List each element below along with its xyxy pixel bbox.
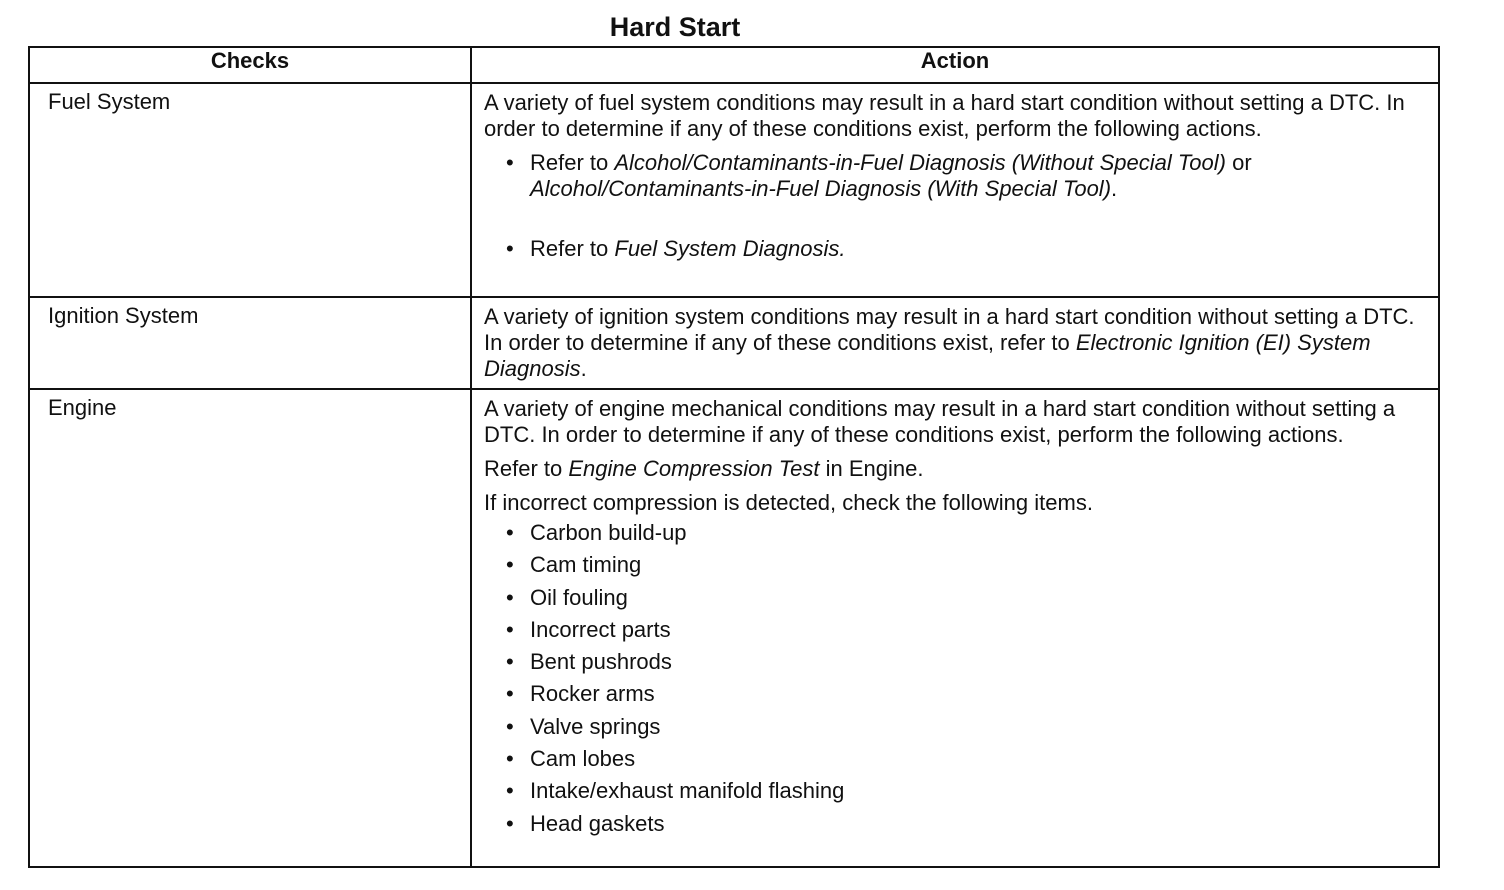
check-cell	[29, 389, 471, 867]
list-item: • Cam lobes	[506, 746, 636, 772]
table-row-engine	[29, 389, 1439, 867]
list-item: • Oil fouling	[506, 584, 628, 610]
bullet-icon: •	[506, 810, 514, 836]
list-item: • Incorrect parts	[506, 616, 671, 642]
check-label-ignition-system: Ignition System	[48, 303, 199, 328]
bullet-icon: •	[506, 713, 514, 739]
bullet-icon: •	[506, 649, 514, 675]
bullet-icon: •	[506, 520, 514, 545]
ignition-text: A variety of ignition system conditions may result in a hard start condition without setting a DTC. In order to determine if any of these conditions exist, refer to Electronic Ignition (EI) System Diagnosis.	[484, 304, 1415, 381]
bullet-icon: •	[506, 552, 514, 578]
engine-check-text: If incorrect compression is detected, check the following items.	[484, 490, 1093, 515]
fuel-intro-text: A variety of fuel system conditions may result in a hard start condition without setting a DTC. In order to determine if any of these conditions exist, perform the following actions.	[484, 90, 1405, 141]
list-item: • Valve springs	[506, 713, 661, 739]
list-item: • Intake/exhaust manifold flashing	[506, 778, 845, 804]
action-cell	[471, 83, 1439, 297]
reference-link[interactable]: Electronic Ignition (EI) System Diagnosis	[484, 330, 1371, 381]
list-item: • Head gaskets	[506, 810, 665, 836]
check-cell	[29, 297, 471, 389]
checks-header: Checks	[29, 47, 471, 83]
action-header: Action	[471, 47, 1439, 83]
bullet-icon: •	[506, 584, 514, 610]
check-cell	[29, 83, 471, 297]
bullet-icon: •	[506, 746, 514, 772]
bullet-icon: •	[506, 616, 514, 642]
engine-items-list	[484, 520, 1426, 837]
list-item: • Bent pushrods	[506, 649, 672, 675]
bullet-icon: •	[506, 681, 514, 707]
action-cell	[471, 297, 1439, 389]
reference-link[interactable]: Fuel System Diagnosis.	[614, 236, 846, 261]
list-item: • Carbon build-up	[506, 520, 687, 545]
check-label-engine: Engine	[48, 395, 117, 420]
reference-link[interactable]: Alcohol/Contaminants-in-Fuel Diagnosis (Without Special Tool)	[614, 150, 1226, 175]
bullet-icon: •	[506, 150, 514, 175]
reference-link[interactable]: Alcohol/Contaminants-in-Fuel Diagnosis (With Special Tool)	[530, 176, 1112, 201]
table-row-ignition-system	[29, 297, 1439, 389]
hard-start-table	[28, 46, 1440, 868]
table-row-fuel-system	[29, 83, 1439, 297]
reference-link[interactable]: Engine Compression Test	[568, 456, 820, 481]
list-item: • Cam timing	[506, 552, 642, 578]
fuel-action-list	[484, 150, 1426, 262]
bullet-icon: •	[506, 236, 514, 261]
engine-reference-text: Refer to Engine Compression Test in Engine.	[484, 456, 924, 481]
spacer	[506, 208, 1426, 230]
list-item: • Refer to Alcohol/Contaminants-in-Fuel Diagnosis (Without Special Tool) or Alcohol/Contaminants-in-Fuel Diagnosis (With Special Tool).	[506, 150, 1252, 201]
action-cell	[471, 389, 1439, 867]
list-item: • Refer to Fuel System Diagnosis.	[506, 236, 846, 261]
check-label-fuel-system: Fuel System	[48, 89, 171, 114]
list-item: • Rocker arms	[506, 681, 655, 707]
bullet-icon: •	[506, 778, 514, 804]
engine-intro-text: A variety of engine mechanical conditions may result in a hard start condition without setting a DTC. In order to determine if any of these conditions exist, perform the following actions.	[484, 396, 1396, 447]
table-header-row	[29, 47, 1439, 83]
page-title: Hard Start	[609, 12, 741, 42]
